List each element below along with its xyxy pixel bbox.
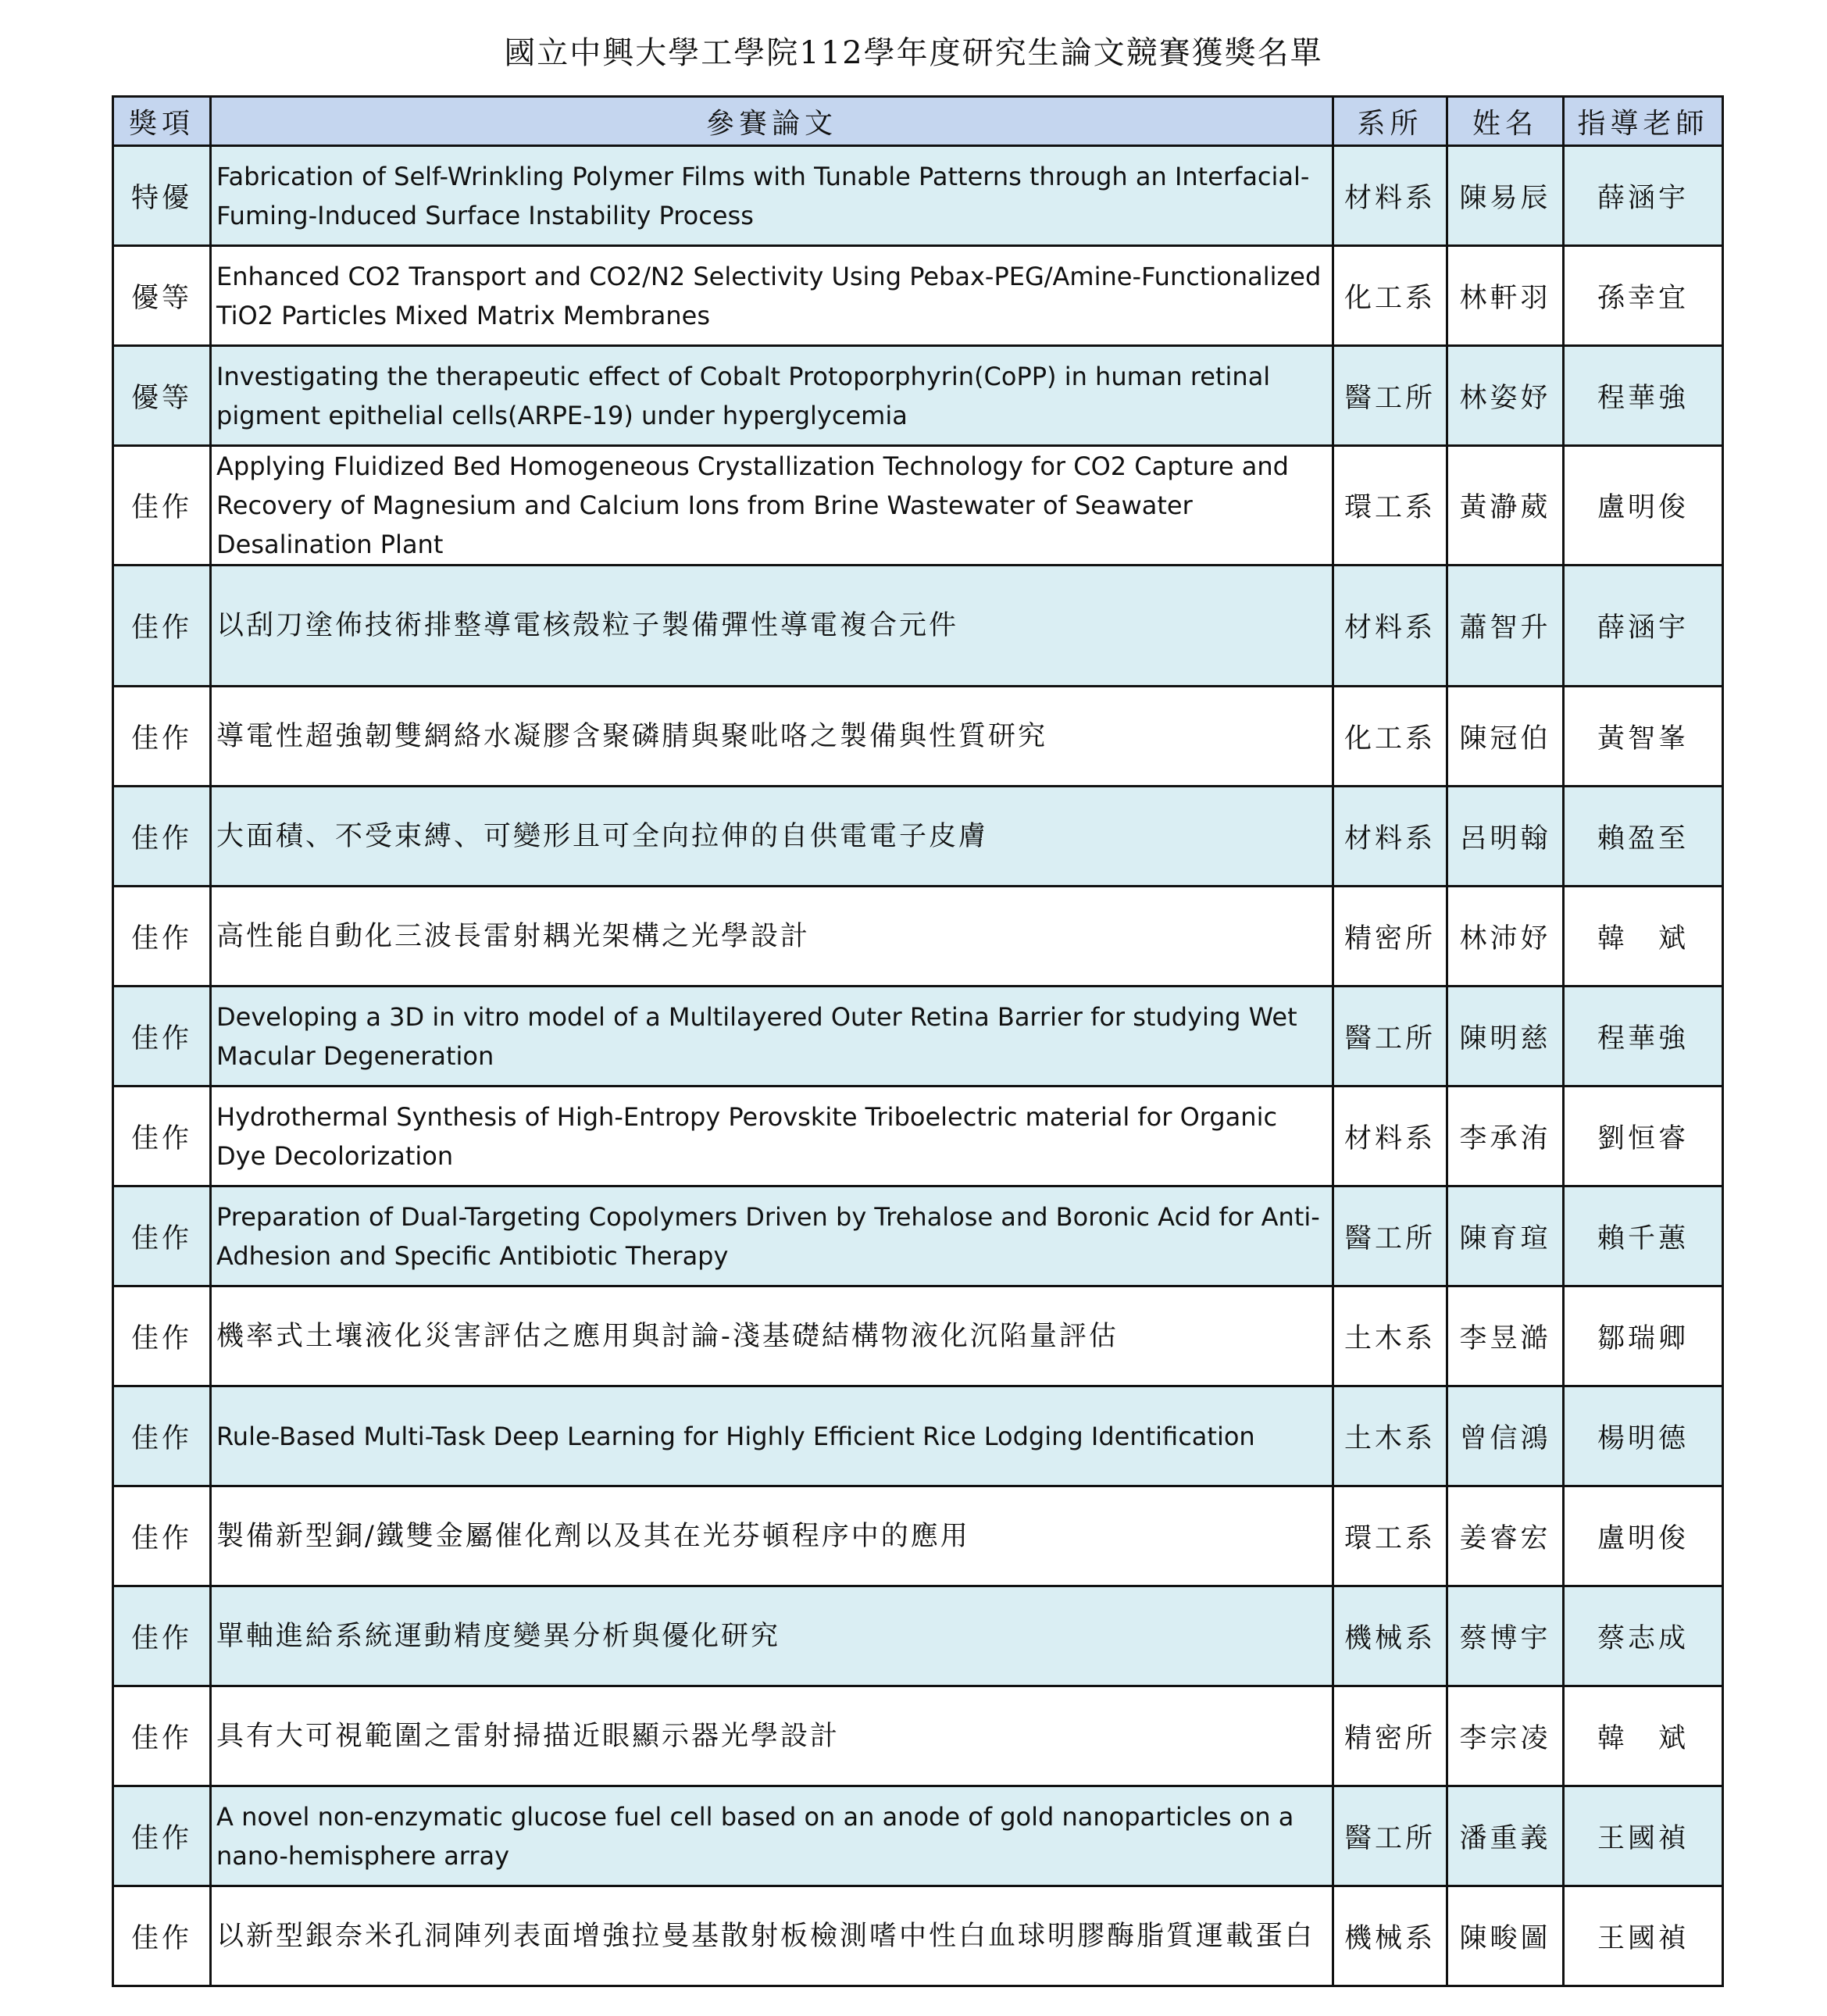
advisor-cell: 賴盈至 xyxy=(1564,787,1723,887)
advisor-cell: 楊明德 xyxy=(1564,1386,1723,1486)
table-row xyxy=(113,887,1723,987)
award-cell: 佳作 xyxy=(113,446,211,566)
name-cell: 李宗凌 xyxy=(1447,1686,1564,1786)
dept-cell: 材料系 xyxy=(1333,146,1447,246)
award-cell: 佳作 xyxy=(113,987,211,1086)
dept-cell: 醫工所 xyxy=(1333,346,1447,446)
name-cell: 林沛妤 xyxy=(1447,887,1564,987)
table-row xyxy=(113,346,1723,446)
paper-cell: 機率式土壤液化災害評估之應用與討論-淺基礎結構物液化沉陷量評估 xyxy=(211,1286,1333,1386)
award-table xyxy=(112,95,1724,1987)
award-cell: 佳作 xyxy=(113,1786,211,1886)
table-row xyxy=(113,1486,1723,1586)
dept-cell: 精密所 xyxy=(1333,887,1447,987)
name-cell: 呂明翰 xyxy=(1447,787,1564,887)
paper-cell: Applying Fluidized Bed Homogeneous Crystallization Technology for CO2 Capture and Recovery of Magnesium and Calcium Ions from Brine Wastewater of Seawater Desalination Plant xyxy=(211,446,1333,566)
table-row xyxy=(113,1786,1723,1886)
paper-cell: Hydrothermal Synthesis of High-Entropy Perovskite Triboelectric material for Organic Dye Decolorization xyxy=(211,1086,1333,1186)
name-cell: 李昱澔 xyxy=(1447,1286,1564,1386)
paper-cell: 大面積、不受束縛、可變形且可全向拉伸的自供電電子皮膚 xyxy=(211,787,1333,887)
name-cell: 曾信鴻 xyxy=(1447,1386,1564,1486)
advisor-cell: 鄒瑞卿 xyxy=(1564,1286,1723,1386)
header-paper: 參賽論文 xyxy=(211,97,1333,146)
table-row xyxy=(113,446,1723,566)
paper-cell: Fabrication of Self-Wrinkling Polymer Films with Tunable Patterns through an Interfacial-Fuming-Induced Surface Instability Process xyxy=(211,146,1333,246)
award-cell: 特優 xyxy=(113,146,211,246)
dept-cell: 化工系 xyxy=(1333,246,1447,346)
paper-cell: 導電性超強韌雙網絡水凝膠含聚磷腈與聚吡咯之製備與性質研究 xyxy=(211,687,1333,787)
advisor-cell: 王國禎 xyxy=(1564,1786,1723,1886)
dept-cell: 醫工所 xyxy=(1333,1186,1447,1286)
dept-cell: 材料系 xyxy=(1333,1086,1447,1186)
name-cell: 林姿妤 xyxy=(1447,346,1564,446)
table-row xyxy=(113,987,1723,1086)
dept-cell: 材料系 xyxy=(1333,787,1447,887)
advisor-cell: 薛涵宇 xyxy=(1564,566,1723,687)
table-row xyxy=(113,1086,1723,1186)
name-cell: 黃瀞葳 xyxy=(1447,446,1564,566)
table-row xyxy=(113,146,1723,246)
award-cell: 優等 xyxy=(113,246,211,346)
award-cell: 佳作 xyxy=(113,1086,211,1186)
table-row xyxy=(113,1586,1723,1686)
dept-cell: 機械系 xyxy=(1333,1586,1447,1686)
award-cell: 佳作 xyxy=(113,787,211,887)
paper-cell: Enhanced CO2 Transport and CO2/N2 Selectivity Using Pebax-PEG/Amine-Functionalized TiO2 Particles Mixed Matrix Membranes xyxy=(211,246,1333,346)
advisor-cell: 盧明俊 xyxy=(1564,1486,1723,1586)
advisor-cell: 程華強 xyxy=(1564,346,1723,446)
paper-cell: Investigating the therapeutic effect of Cobalt Protoporphyrin(CoPP) in human retinal pigment epithelial cells(ARPE-19) under hyperglycemia xyxy=(211,346,1333,446)
paper-cell: Preparation of Dual-Targeting Copolymers Driven by Trehalose and Boronic Acid for Anti-Adhesion and Specific Antibiotic Therapy xyxy=(211,1186,1333,1286)
header-row xyxy=(113,97,1723,146)
name-cell: 陳易辰 xyxy=(1447,146,1564,246)
dept-cell: 機械系 xyxy=(1333,1886,1447,1986)
dept-cell: 環工系 xyxy=(1333,1486,1447,1586)
header-name: 姓名 xyxy=(1447,97,1564,146)
name-cell: 陳冠伯 xyxy=(1447,687,1564,787)
header-award: 獎項 xyxy=(113,97,211,146)
paper-cell: 單軸進給系統運動精度變異分析與優化研究 xyxy=(211,1586,1333,1686)
name-cell: 陳明慈 xyxy=(1447,987,1564,1086)
table-row xyxy=(113,246,1723,346)
table-row xyxy=(113,687,1723,787)
name-cell: 林軒羽 xyxy=(1447,246,1564,346)
advisor-cell: 韓 斌 xyxy=(1564,1686,1723,1786)
table-row xyxy=(113,566,1723,687)
award-cell: 佳作 xyxy=(113,1586,211,1686)
dept-cell: 醫工所 xyxy=(1333,1786,1447,1886)
dept-cell: 土木系 xyxy=(1333,1386,1447,1486)
award-cell: 佳作 xyxy=(113,1486,211,1586)
table-row xyxy=(113,787,1723,887)
dept-cell: 土木系 xyxy=(1333,1286,1447,1386)
advisor-cell: 賴千蕙 xyxy=(1564,1186,1723,1286)
paper-cell: Developing a 3D in vitro model of a Multilayered Outer Retina Barrier for studying Wet Macular Degeneration xyxy=(211,987,1333,1086)
advisor-cell: 盧明俊 xyxy=(1564,446,1723,566)
award-cell: 佳作 xyxy=(113,1186,211,1286)
page-title: 國立中興大學工學院112學年度研究生論文競賽獲獎名單 xyxy=(504,35,1323,71)
name-cell: 陳畯圖 xyxy=(1447,1886,1564,1986)
name-cell: 陳育瑄 xyxy=(1447,1186,1564,1286)
paper-cell: 以刮刀塗佈技術排整導電核殼粒子製備彈性導電複合元件 xyxy=(211,566,1333,687)
advisor-cell: 薛涵宇 xyxy=(1564,146,1723,246)
advisor-cell: 程華強 xyxy=(1564,987,1723,1086)
table-row xyxy=(113,1186,1723,1286)
award-cell: 佳作 xyxy=(113,887,211,987)
award-cell: 佳作 xyxy=(113,1686,211,1786)
advisor-cell: 韓 斌 xyxy=(1564,887,1723,987)
award-cell: 佳作 xyxy=(113,1886,211,1986)
paper-cell: 具有大可視範圍之雷射掃描近眼顯示器光學設計 xyxy=(211,1686,1333,1786)
name-cell: 蕭智升 xyxy=(1447,566,1564,687)
advisor-cell: 孫幸宜 xyxy=(1564,246,1723,346)
award-cell: 佳作 xyxy=(113,566,211,687)
name-cell: 李承洧 xyxy=(1447,1086,1564,1186)
table-row xyxy=(113,1686,1723,1786)
header-dept: 系所 xyxy=(1333,97,1447,146)
header-advisor: 指導老師 xyxy=(1564,97,1723,146)
table-row xyxy=(113,1886,1723,1986)
name-cell: 潘重義 xyxy=(1447,1786,1564,1886)
dept-cell: 化工系 xyxy=(1333,687,1447,787)
paper-cell: 高性能自動化三波長雷射耦光架構之光學設計 xyxy=(211,887,1333,987)
paper-cell: Rule-Based Multi-Task Deep Learning for Highly Efficient Rice Lodging Identification xyxy=(211,1386,1333,1486)
name-cell: 蔡博宇 xyxy=(1447,1586,1564,1686)
paper-cell: 以新型銀奈米孔洞陣列表面增強拉曼基散射板檢測嗜中性白血球明膠酶脂質運載蛋白 xyxy=(211,1886,1333,1986)
dept-cell: 精密所 xyxy=(1333,1686,1447,1786)
table-row xyxy=(113,1286,1723,1386)
dept-cell: 材料系 xyxy=(1333,566,1447,687)
name-cell: 姜睿宏 xyxy=(1447,1486,1564,1586)
table-row xyxy=(113,1386,1723,1486)
award-cell: 佳作 xyxy=(113,1286,211,1386)
award-cell: 佳作 xyxy=(113,687,211,787)
advisor-cell: 劉恒睿 xyxy=(1564,1086,1723,1186)
advisor-cell: 王國禎 xyxy=(1564,1886,1723,1986)
award-cell: 佳作 xyxy=(113,1386,211,1486)
dept-cell: 醫工所 xyxy=(1333,987,1447,1086)
dept-cell: 環工系 xyxy=(1333,446,1447,566)
award-cell: 優等 xyxy=(113,346,211,446)
advisor-cell: 黃智峯 xyxy=(1564,687,1723,787)
paper-cell: A novel non-enzymatic glucose fuel cell based on an anode of gold nanoparticles on a nano-hemisphere array xyxy=(211,1786,1333,1886)
advisor-cell: 蔡志成 xyxy=(1564,1586,1723,1686)
paper-cell: 製備新型銅/鐵雙金屬催化劑以及其在光芬頓程序中的應用 xyxy=(211,1486,1333,1586)
